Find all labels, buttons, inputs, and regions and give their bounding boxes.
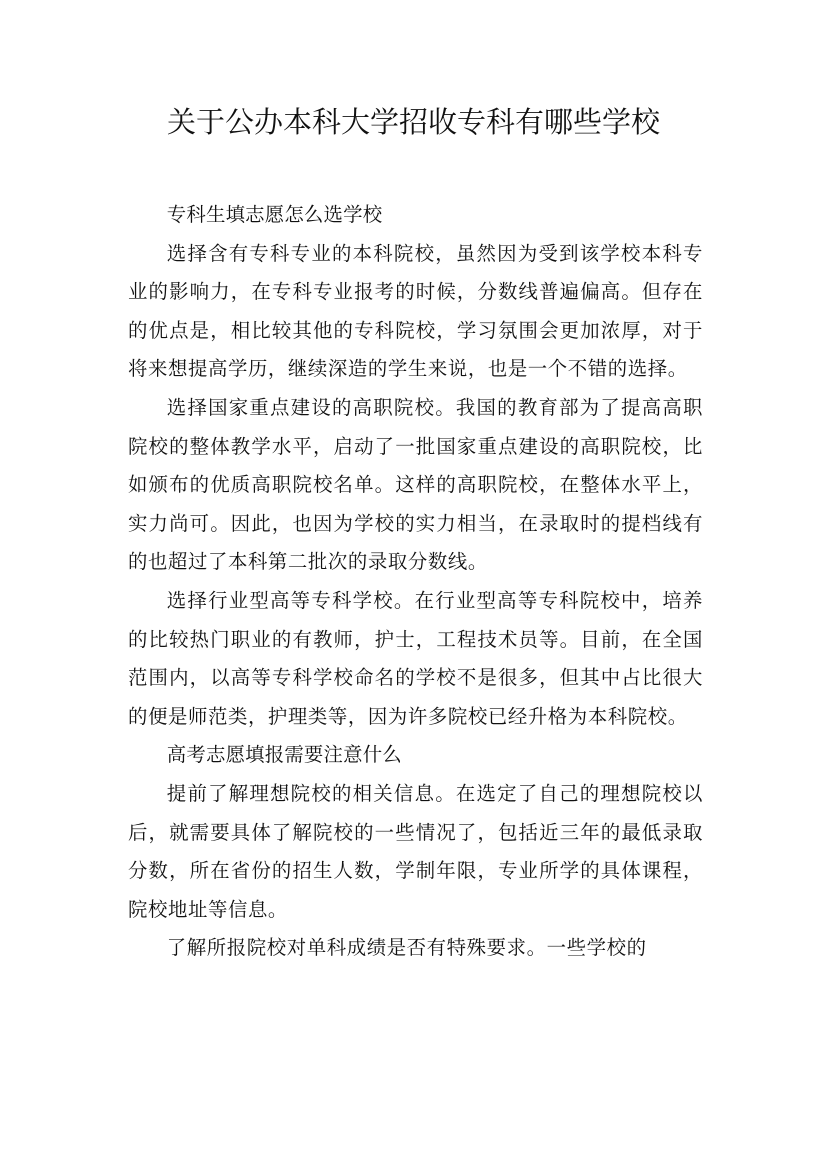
paragraph-industry-colleges: 选择行业型高等专科学校。在行业型高等专科院校中，培养的比较热门职业的有教师，护士，工程技术员等。目前，在全国范围内，以高等专科学校命名的学校不是很多，但其中占比很大的便是师范类，护理类等，因为许多院校已经升格为本科院校。: [128, 588, 703, 728]
paragraph-undergrad-colleges: 选择含有专科专业的本科院校，虽然因为受到该学校本科专业的影响力，在专科专业报考的时候，分数线普遍偏高。但存在的优点是，相比较其他的专科院校，学习氛围会更加浓厚，对于将来想提高学历，继续深造的学生来说，也是一个不错的选择。: [128, 241, 703, 381]
document-body: [128, 196, 703, 968]
paragraph-key-vocational-colleges: 选择国家重点建设的高职院校。我国的教育部为了提高高职院校的整体教学水平，启动了一批国家重点建设的高职院校，比如颁布的优质高职院校名单。这样的高职院校，在整体水平上，实力尚可。因此，也因为学校的实力相当，在录取时的提档线有的也超过了本科第二批次的录取分数线。: [128, 395, 703, 574]
section-heading-notes: 高考志愿填报需要注意什么: [166, 743, 402, 767]
paragraph-subject-requirements: 了解所报院校对单科成绩是否有特殊要求。一些学校的: [166, 936, 647, 960]
paragraph-research-schools: 提前了解理想院校的相关信息。在选定了自己的理想院校以后，就需要具体了解院校的一些情况了，包括近三年的最低录取分数，所在省份的招生人数，学制年限，专业所学的具体课程，院校地址等信息。: [128, 781, 703, 921]
document-title: 关于公办本科大学招收专科有哪些学校: [166, 105, 660, 139]
section-heading-choose-school: 专科生填志愿怎么选学校: [166, 203, 383, 226]
